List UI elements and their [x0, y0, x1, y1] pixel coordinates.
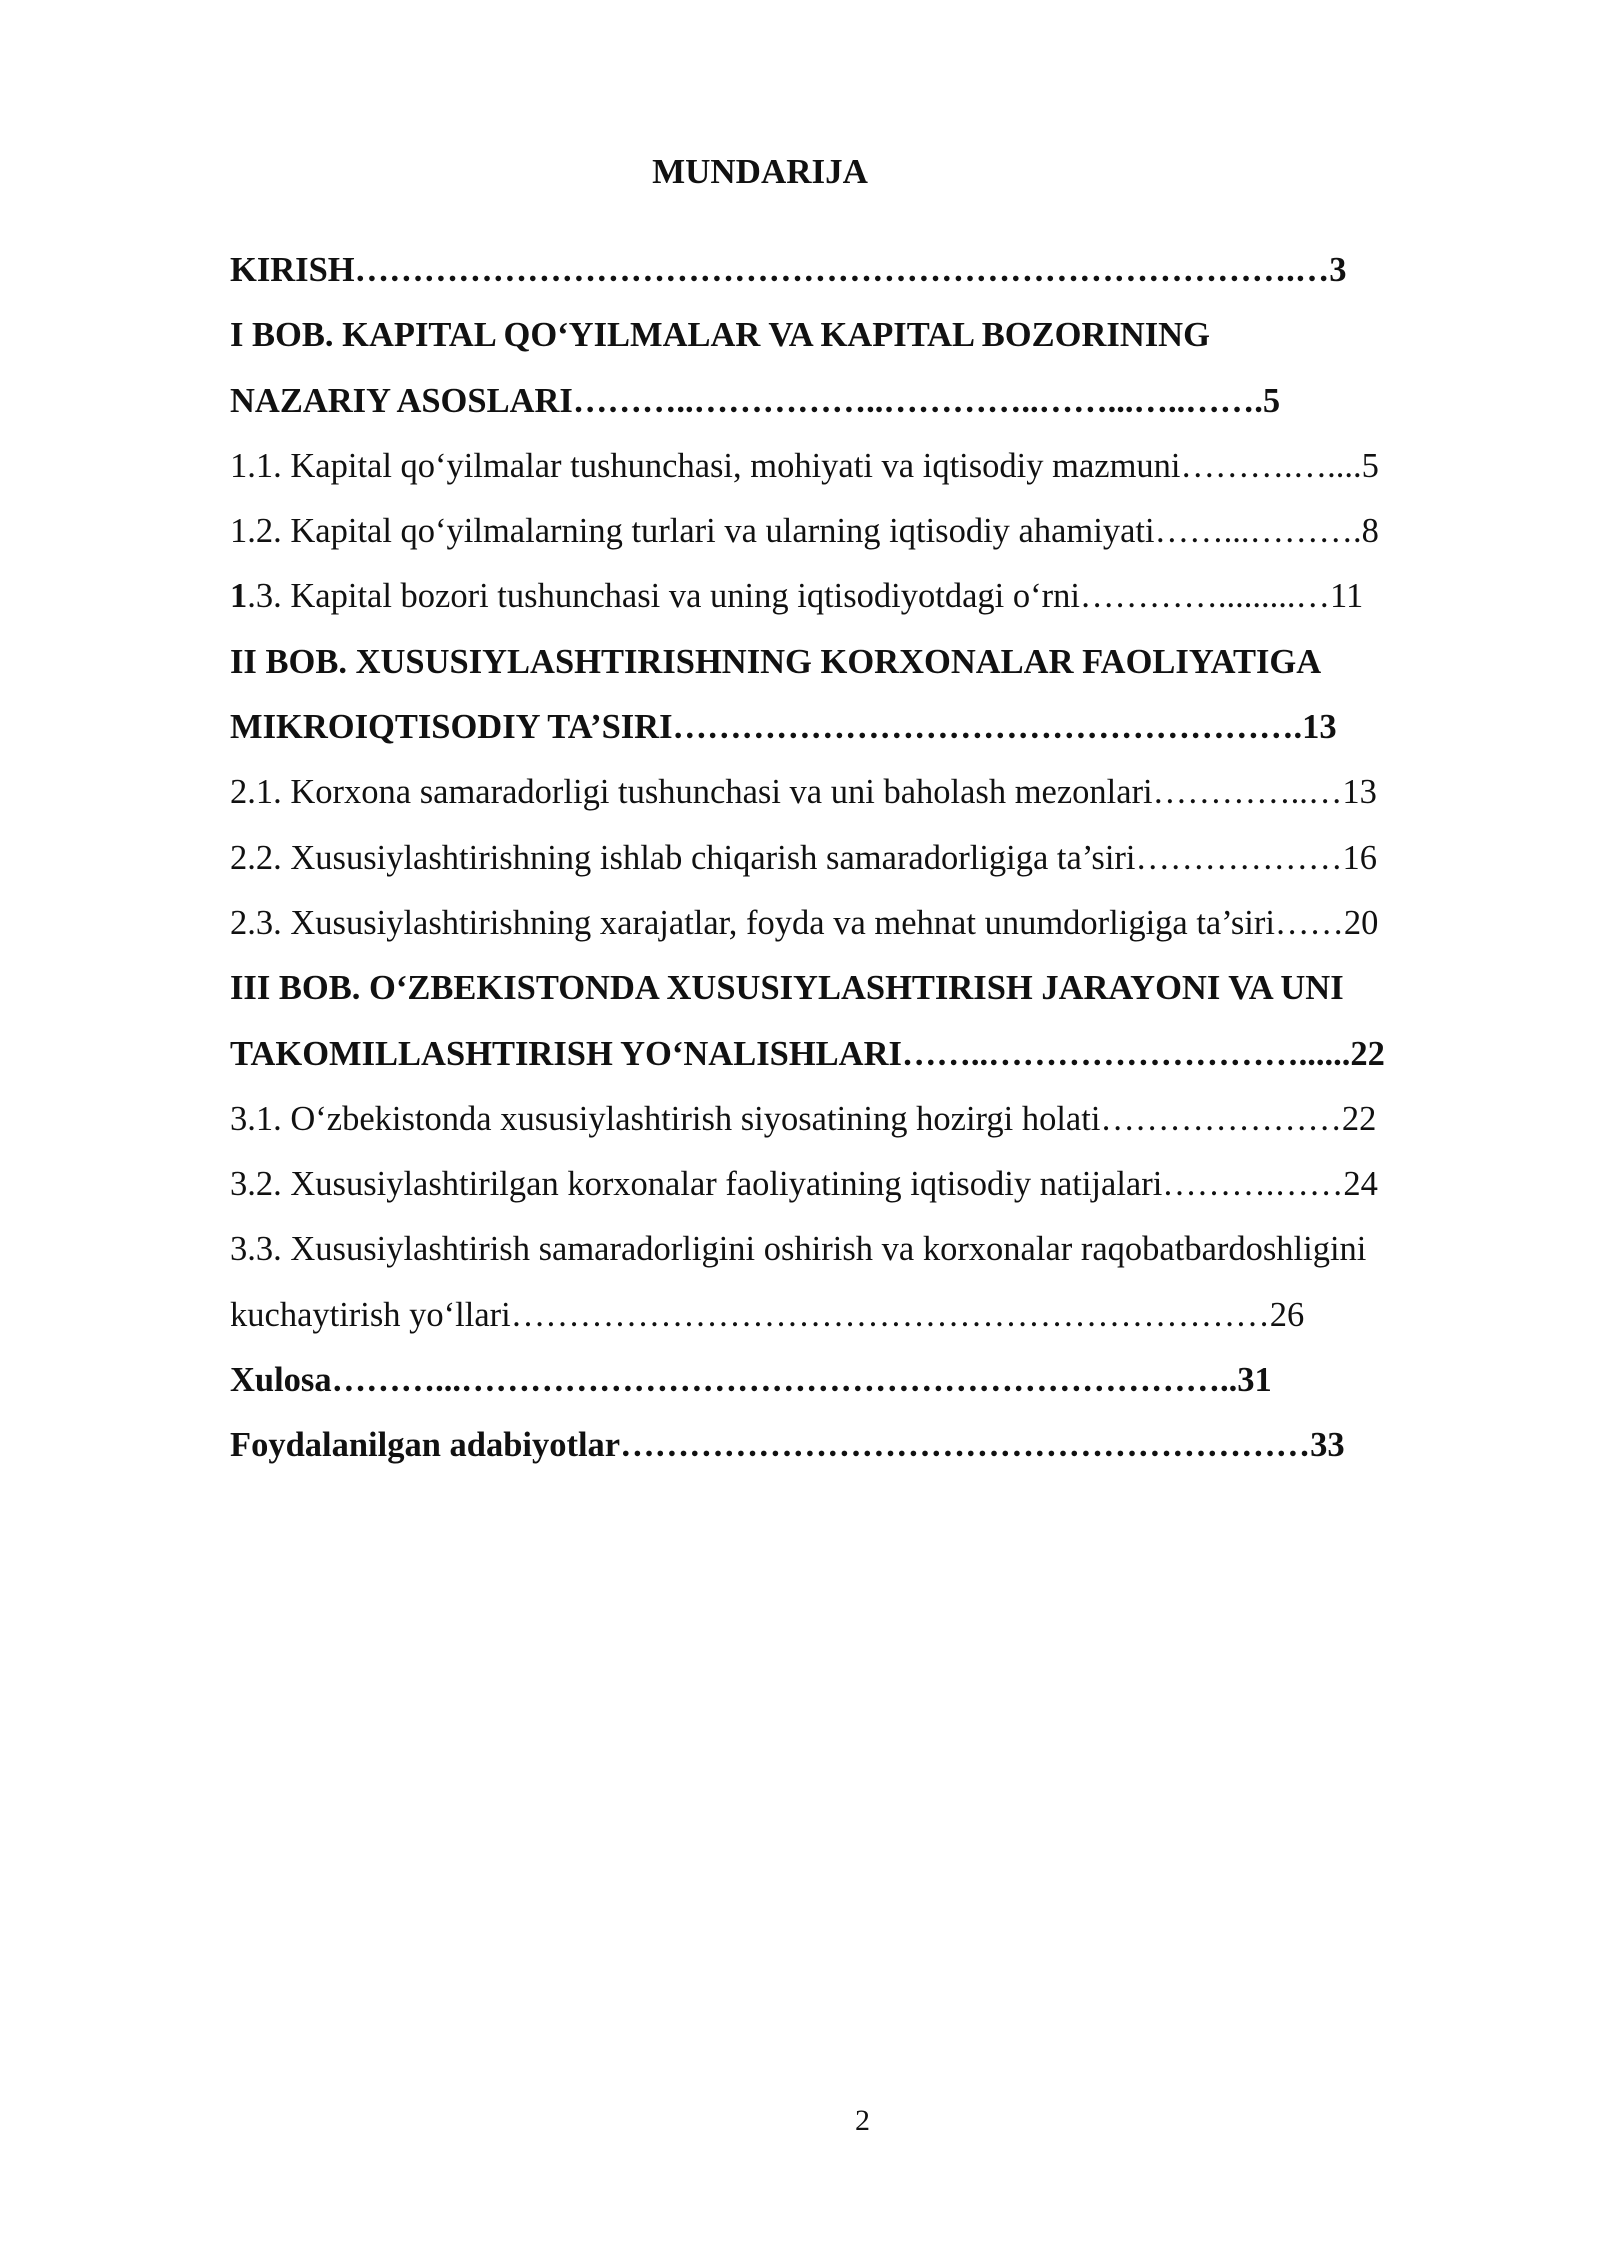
table-of-contents	[230, 248, 1500, 1489]
toc-entry-2-2: 2.2. Xususiylashtirishning ishlab chiqarish samaradorligiga ta’siri………………16	[230, 838, 1377, 877]
page-title: MUNDARIJA	[652, 152, 868, 191]
toc-entry-1-3	[230, 574, 1500, 639]
toc-entry-adabiyotlar: Foydalanilgan adabiyotlar……………………………………………………33	[230, 1426, 1345, 1465]
toc-entry-chapter-3-title: III BOB. O‘ZBEKISTONDA XUSUSIYLASHTIRISH JARAYONI VA UNI	[230, 969, 1344, 1008]
toc-entry-chapter-1-title: I BOB. KAPITAL QO‘YILMALAR VA KAPITAL BOZORINING	[230, 316, 1210, 355]
toc-entry-2-1: 2.1. Korxona samaradorligi tushunchasi va uni baholash mezonlari…………..…13	[230, 773, 1377, 812]
toc-entry-2-3: 2.3. Xususiylashtirishning xarajatlar, foyda va mehnat unumdorligiga ta’siri……20	[230, 903, 1379, 942]
toc-entry-1-3-prefix: 1	[230, 577, 248, 616]
toc-entry-1-1: 1.1. Kapital qo‘yilmalar tushunchasi, mohiyati va iqtisodiy mazmuni……….…....5	[230, 446, 1379, 485]
toc-entry-chapter-2-title: II BOB. XUSUSIYLASHTIRISHNING KORXONALAR FAOLIYATIGA	[230, 642, 1322, 681]
toc-entry-3-3: 3.3. Xususiylashtirish samaradorligini oshirish va korxonalar raqobatbardoshligini	[230, 1230, 1367, 1269]
toc-entry-xulosa: Xulosa………...…………………………………………………………..31	[230, 1361, 1272, 1400]
toc-entry-chapter-1-title-cont: NAZARIY ASOSLARI………..……………..…………..……...…..…….5	[230, 381, 1281, 420]
toc-entry-chapter-2-title-cont: MIKROIQTISODIY TA’SIRI……………………………………………….13	[230, 708, 1337, 747]
toc-entry-3-2: 3.2. Xususiylashtirilgan korxonalar faoliyatining iqtisodiy natijalari……….……24	[230, 1165, 1378, 1204]
toc-entry-1-2: 1.2. Kapital qo‘yilmalarning turlari va ularning iqtisodiy ahamiyati……...……….8	[230, 512, 1379, 551]
toc-entry-3-1: 3.1. O‘zbekistonda xususiylashtirish siyosatining hozirgi holati…………………22	[230, 1099, 1377, 1138]
toc-entry-3-3-cont: kuchaytirish yo‘llari…………………………………………………………26	[230, 1295, 1305, 1334]
toc-entry-chapter-3-title-cont: TAKOMILLASHTIRISH YO‘NALISHLARI……..………………………......22	[230, 1034, 1385, 1073]
page-number: 2	[855, 2104, 870, 2137]
toc-entry-kirish: KIRISH……………………………………………………………………….…3	[230, 251, 1347, 289]
toc-entry-1-3-text: .3. Kapital bozori tushunchasi va uning iqtisodiyotdagi o‘rni………….........…11	[247, 577, 1364, 616]
